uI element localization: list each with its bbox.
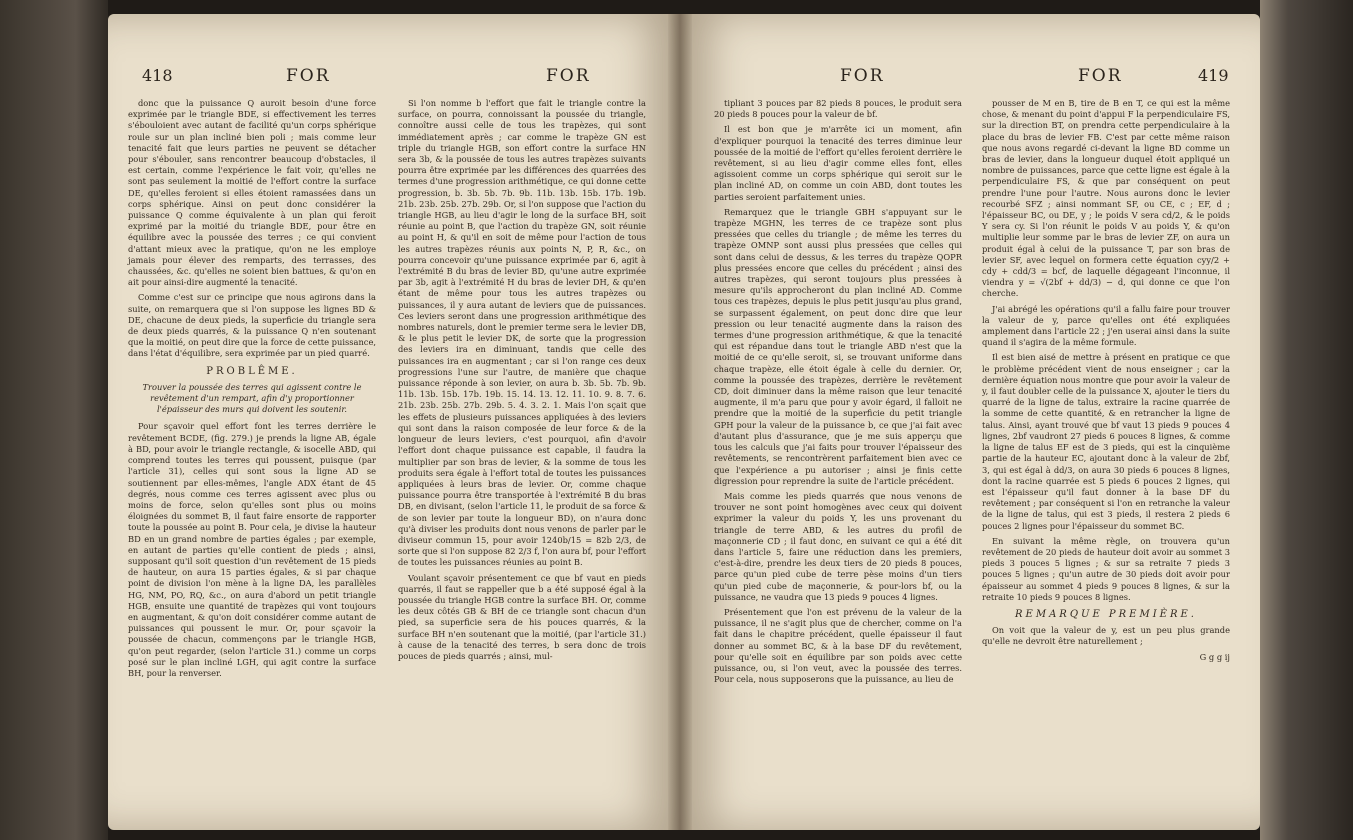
left-page-edges (0, 0, 108, 840)
paragraph: Remarquez que le triangle GBH s'appuyant sur le trapèze MGHN, les terres de ce trapèze sont plus pressées que celles du triangle ; de même les terres du trapèze OMNP sont aussi plus pressées que celles qui sont dans celui de dessus, & les terres du trapèze QOPR plus pressées encore que celles du précédent ; ainsi des autres trapèzes, qui seront toujours plus pressées à mesure qu'ils approcheront du plan incliné AD. Comme tous ces trapèzes, depuis le plus petit jusqu'au plus grand, se surpassent également, on peut donc dire que leur pression ou leur tenacité augmente dans la raison des termes d'une progression arithmétique, & que la tenacité qui est répandue dans tout le triangle ABD n'est que la moitié de ce qu'elle seroit, si, se trouvant uniforme dans chaque trapèze, elle étoit égale à celle du dernier. Or, comme la poussée des trapèzes, derrière le revêtement CD, doit diminuer dans la même raison que leur tenacité augmente, il m'a paru que pour y avoir égard, il falloit ne prendre que la moitié de la superficie du petit triangle GPH pour la valeur de la puissance b, ce que j'ai fait avec d'autant plus d'assurance, que je me suis apperçu que tous les calculs que j'ai faits pour trouver l'épaisseur des revêtements, se rencontrèrent parfaitement bien avec ce que l'expérience a pu autoriser ; ainsi je finis cette digression pour reprendre la suite de l'article précédent. (714, 206, 962, 486)
page-number-left: 418 (142, 66, 173, 85)
problem-heading: PROBLÊME. (206, 365, 298, 377)
page-number-right: 419 (1198, 66, 1229, 85)
left-page (108, 14, 680, 830)
remark-heading: REMARQUE PREMIÈRE. (1015, 608, 1197, 620)
paragraph: On voit que la valeur de y, est un peu plus grande qu'elle ne devroit être naturellement ; (982, 625, 1230, 647)
left-page-column-2 (398, 98, 646, 666)
paragraph: pousser de M en B, tire de B en T, ce qui est la même chose, & menant du point d'appui F la perpendiculaire FS, sur la direction BT, on prendra cette perpendiculaire à la place du bras de levier FB. C'est par cette même raison que nous avons regardé ci-devant la ligne BD comme un bras de levier, dans la longueur duquel étoit appliqué un nombre de puissances, parce que cette ligne est égale à la perpendiculaire FS, & que par conséquent on peut prendre l'une pour l'autre. Nous aurons donc le levier recourbé SFZ ; ainsi nommant SF, ou CE, c ; EF, d ; l'épaisseur BC, ou DE, y ; le poids V sera cd/2, & le poids Y sera cy. Si l'on réunit le poids V au poids Y, & qu'on multiplie leur somme par le bras de levier ZF, on aura un produit égal à celui de la puissance T, par son bras de levier SF, avec lequel on formera cette équation cyy/2 + cdy + cdd/3 = bcf, de laquelle dégageant l'inconnue, il viendra y = √(2bf + dd/3) − d, qui donne ce que l'on cherche. (982, 98, 1230, 299)
book-gutter (668, 14, 692, 830)
paragraph: J'ai abrégé les opérations qu'il a fallu faire pour trouver la valeur de y, parce qu'elles ont été expliquées amplement dans l'article 22 ; j'en userai ainsi dans la suite quand il s'agira de la même formule. (982, 303, 1230, 348)
paragraph: Voulant sçavoir présentement ce que bf vaut en pieds quarrés, il faut se rappeller que b a été supposé égal à la poussée du triangle HGB contre la surface BH. Or, comme les deux côtés GB & BH de ce triangle sont chacun d'un pied, sa superficie sera de his pouces quarrés, & la surface BH n'en soutenant que la moitié, (par l'article 31.) à cause de la tenacité des terres, b sera donc de trois pouces de pieds quarrés ; ainsi, mul- (398, 572, 646, 661)
left-page-column-1 (128, 98, 376, 683)
paragraph: Il est bien aisé de mettre à présent en pratique ce que le problème précédent vient de nous enseigner ; car la dernière équation nous montre que pour avoir la valeur de y, il faut doubler celle de la puissance X, ajouter le tiers du quarré de la ligne de talus, extraire la racine quarrée de la somme de cette quantité, & en retrancher la ligne de talus. Ainsi, ayant trouvé que bf vaut 13 pieds 9 pouces 4 lignes, 2bf vaudront 27 pieds 6 pouces 8 lignes, & comme la ligne de talus EF est de 3 pieds, qui est la cinquième partie de la hauteur EC, ajoutant donc à la valeur de 2bf, 3, qui est égal à dd/3, on aura 30 pieds 6 pouces 8 lignes, dont la racine quarrée est 5 pieds 6 pouces 2 lignes, qui est l'épaisseur qu'il faut donner à la base DF du revêtement ; par conséquent si l'on en retranche la valeur de la ligne de talus, qui est 3 pieds, il restera 2 pieds 6 pouces 2 lignes pour l'épaisseur du sommet BC. (982, 352, 1230, 531)
right-page-column-2 (982, 98, 1230, 667)
right-page-edges (1260, 0, 1353, 840)
running-head-left-2: FOR (546, 66, 591, 86)
running-head-right-1: FOR (840, 66, 885, 86)
paragraph: donc que la puissance Q auroit besoin d'une force exprimée par le triangle BDE, si effectivement les terres s'ébouloient avec autant de facilité qu'un corps sphérique roule sur un plan incliné bien poli ; mais comme leur tenacité fait que leurs parties ne peuvent se détacher pour s'ébouler, sans rencontrer beaucoup d'obstacles, il est certain, comme l'expérience le fait voir, qu'elles ne sont pas seulement la moitié de l'effort contre la surface DE, qu'elles feroient si elles étoient ramassées dans un corps sphérique. Ainsi on peut donc considérer la puissance Q comme équivalente à un plan qui feroit exprimé par la moitié du triangle BDE, pour être en équilibre avec la poussée des terres ; ce qui convient d'attant mieux avec la pratique, qu'on ne les employe jamais pour élever des remparts, des terrasses, des chaussées, &c. qu'elles ne soient bien battues, & qu'on en ait pour ainsi-dire augmenté la tenacité. (128, 98, 376, 288)
paragraph: tipliant 3 pouces par 82 pieds 8 pouces, le produit sera 20 pieds 8 pouces pour la valeur de bf. (714, 98, 962, 120)
right-page-column-1 (714, 98, 962, 689)
signature-mark: G g g ij (1199, 651, 1230, 662)
paragraph: Mais comme les pieds quarrés que nous venons de trouver ne sont point homogènes avec ceux qui doivent exprimer la valeur du poids Y, les uns provenant du triangle de terre ABD, & les autres du profil de maçonnerie CD ; il faut donc, en suivant ce qui a été dit dans l'article 5, faire une réduction dans les premiers, c'est-à-dire, prendre les deux tiers de 20 pieds 8 pouces, parce qu'un pied cube de terre pèse moins d'un tiers qu'un pied cube de maçonnerie, & pour-lors bf, ou la puissance, ne vaudra que 13 pieds 9 pouces 4 lignes. (714, 490, 962, 602)
paragraph: Il est bon que je m'arrête ici un moment, afin d'expliquer pourquoi la tenacité des terres diminue leur poussée de la moitié de l'effort qu'elles feroient derrière le revêtement, si au lieu d'agir comme elles font, elles agissoient comme un corps sphérique qui seroit sur le plan incliné AD, on comme un coin ABD, dont toutes les parties seroient parfaitement unies. (714, 124, 962, 202)
paragraph: Présentement que l'on est prévenu de la valeur de la puissance, il ne s'agit plus que de chercher, comme on l'a fait dans le chapitre précédent, quelle épaisseur il faut donner au sommet BC, & à la base DF du revêtement, pour qu'elle soit en équilibre par son poids avec cette puissance, ou, si l'on veut, avec la poussée des terres. Pour cela, nous supposerons que la puissance, au lieu de (714, 606, 962, 685)
paragraph: Comme c'est sur ce principe que nous agirons dans la suite, on remarquera que si l'on suppose les lignes BD & DE, chacune de deux pieds, la superficie du triangle sera de deux pieds quarrés, & la puissance Q n'en soutenant que la moitié, on peut dire que la force de cette puissance, dans l'état d'équilibre, sera exprimée par un pied quarré. (128, 292, 376, 359)
paragraph: En suivant la même règle, on trouvera qu'un revêtement de 20 pieds de hauteur doit avoir au sommet 3 pieds 3 pouces 5 lignes ; & sur sa retraite 7 pieds 3 pouces 5 lignes ; qu'un autre de 30 pieds doit avoir pour épaisseur au sommet 4 pieds 9 pouces 8 lignes, & sur la retraite 10 pieds 9 pouces 8 lignes. (982, 535, 1230, 602)
right-page (680, 14, 1260, 830)
paragraph: Pour sçavoir quel effort font les terres derrière le revêtement BCDE, (fig. 279.) je prends la ligne AB, égale à BD, pour avoir le triangle rectangle, & isocelle ABD, qui comprend toutes les terres qui poussent, puisque (par l'article 31), celles qui sont sous la ligne AD se soutiennent par elles-mêmes, l'angle ADX étant de 45 degrés, nous comme ces terres agissent avec plus ou moins de force, selon qu'elles sont plus ou moins éloignées du sommet B, il faut faire ensorte de rapporter toute la poussée au point B. Pour cela, je divise la hauteur BD en un grand nombre de parties égales ; par exemple, en autant de parties qu'elle contient de pieds ; ainsi, supposant qu'il soit question d'un revêtement de 15 pieds de hauteur, on aura 15 parties égales, & si par chaque point de division l'on mène à la ligne DA, les parallèles HG, NM, PO, RQ, &c., on aura d'abord un petit triangle HGB, ensuite une quantité de trapèzes qui vont toujours en augmentant, & qu'on doit considérer comme autant de puissances qui poussent le mur. Or, pour sçavoir la poussée de chacun, commençons par le triangle HGB, qu'on peut regarder, (selon l'article 31.) comme un corps posé sur le plan incliné LGH, qui agit contre la surface BH, pour la renverser. (128, 421, 376, 678)
running-head-right-2: FOR (1078, 66, 1123, 86)
paragraph: Si l'on nomme b l'effort que fait le triangle contre la surface, on pourra, connoissant la poussée du triangle, connoître aussi celle de tous les trapèzes, qui sont immédiatement après ; car comme le trapèze GN est triple du triangle HGB, son effort contre la surface HN sera 3b, & la poussée de tous les autres trapèzes suivants pourra être exprimée par les différences des quarrées des termes d'une progression arithmétique, ce qui donne cette progression, b. 3b. 5b. 7b. 9b. 11b. 13b. 15b. 17b. 19b. 21b. 23b. 25b. 27b. 29b. Or, si l'on suppose que l'action du triangle HGB, au lieu d'agir le long de la surface BH, soit réunie au point B, que l'action du trapèze GN, soit réunie au point H, & qu'il en soit de même pour l'action de tous les autres trapèzes réunis aux points N, P, R, &c., on pourra concevoir qu'une puissance exprimée par 6, agit à l'extrémité B du bras de levier BD, qu'une autre exprimée par 3b, agit à l'extrémité H du bras de levier DH, & qu'en étant de même pour tous les autres trapèzes ou puissances, il y aura autant de leviers que de puissances. Ces leviers seront dans une progression arithmétique des nombres naturels, dont le premier terme sera le levier DB, & le plus petit le levier DK, de sorte que la progression des leviers ira en diminuant, tandis que celle des puissances ira en augmentant ; car si l'on range ces deux progressions l'une sur l'autre, de manière que chaque puissance réponde à son levier, on aura b. 3b. 5b. 7b. 9b. 11b. 13b. 15b. 17b. 19b. 15. 14. 13. 12. 11. 10. 9. 8. 7. 6. 21b. 23b. 25b. 27b. 29b. 5. 4. 3. 2. 1. Mais l'on sçait que les effets de plusieurs puissances appliquées à des leviers qui sont dans la raison composée de leur force & de la longueur de leurs leviers, c'est pourquoi, afin d'avoir l'effort dont chaque puissance est capable, il faudra la multiplier par son bras de levier, & la somme de tous les produits sera égale à l'effort total de toutes les puissances appliquées à leurs bras de levier. Or, comme chaque puissance pourra être transportée à l'extrémité B du bras DB, en divisant, (selon l'article 11, le produit de sa force & de son levier par toute la longueur BD), on n'aura donc qu'à diviser les produits dont nous venons de parler par le diviseur commun 15, pour avoir 1240b/15 = 82b 2/3, de sorte que si l'on suppose 82 2/3 f, l'on aura bf, pour l'effort de toutes les puissances réunies au point B. (398, 98, 646, 568)
running-head-left-1: FOR (286, 66, 331, 86)
problem-statement: Trouver la poussée des terres qui agissent contre le revêtement d'un rempart, afin d'y proportionner l'épaisseur des murs qui doivent les soutenir. (142, 381, 362, 415)
